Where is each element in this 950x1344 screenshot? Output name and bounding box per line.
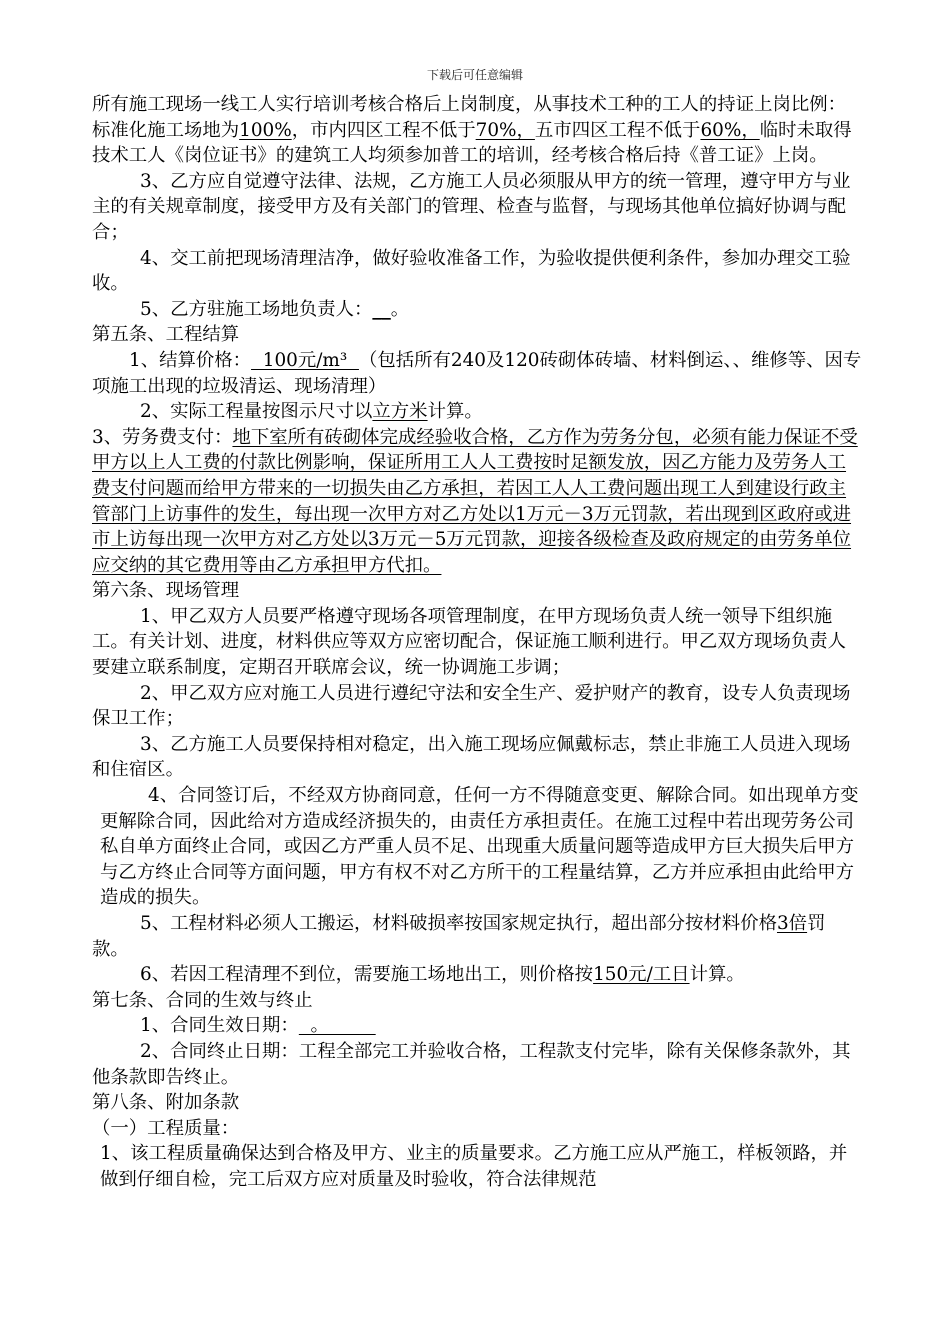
text: 2、实际工程量按图示尺寸以 xyxy=(140,401,373,423)
underlined-text: 100% xyxy=(239,119,292,141)
article-7-clause-2: 2、合同终止日期：工程全部完工并验收合格，工程款支付完毕，除有关保修条款外，其他条款即告终止。 xyxy=(92,1040,851,1088)
price-value: 100元/m³ xyxy=(251,349,359,371)
page-header: 下载后可任意编辑 xyxy=(426,68,523,82)
text: 3、劳务费支付： xyxy=(92,426,233,448)
article-8-clause-1: 1、该工程质量确保达到合格及甲方、业主的质量要求。乙方施工应从严施工，样板领路，并做到仔细自检，完工后双方应对质量及时验收，符合法律规范 xyxy=(100,1143,848,1190)
text: ，市内四区工程不低于 xyxy=(291,119,476,141)
article-6-clause-4: 4、合同签订后，不经双方协商同意，任何一方不得随意变更、解除合同。如出现单方变更解除合同，因此给对方造成经济损失的，由责任方承担责任。在施工过程中若出现劳务公司私自单方面终止合同，或因乙方严重人员不足、出现重大质量问题等造成甲方巨大损失后甲方与乙方终止合同等方面问题，甲方有权不对乙方所干的工程量结算，乙方并应承担由此给甲方造成的损失。 xyxy=(100,785,859,909)
article-6-clause-5 xyxy=(92,911,862,962)
underlined-text: 地下室所有砖砌体完成经验收合格，乙方作为劳务分包，必须有能力保证不受甲方以上人工费的付款比例影响，保证所用工人人工费按时足额发放，因乙方能力及劳务人工费支付问题而给甲方带来的一切损失由乙方承担，若因工人人工费问题出现工人到建设行政主管部门上访事件的发生，每出现一次甲方对乙方处以1万元－3万元罚款，若出现到区政府或进市上访每出现一次甲方对乙方处以3万元－5万元罚款，迎接各级检查及政府规定的由劳务单位应交纳的其它费用等由乙方承担甲方代扣。 xyxy=(92,426,858,576)
document-body xyxy=(92,92,862,1193)
article-5-clause-3 xyxy=(92,425,862,579)
text: 1、合同生效日期： xyxy=(140,1015,299,1037)
text: 计算。 xyxy=(427,401,483,423)
underlined-text: 70%， xyxy=(475,119,535,141)
underlined-text: 立方米 xyxy=(372,401,428,423)
article-5-title: 第五条、工程结算 xyxy=(92,324,240,346)
text: 五市四区工程不低于 xyxy=(534,119,701,141)
article-6-clause-3: 3、乙方施工人员要保持相对稳定，出入施工现场应佩戴标志，禁止非施工人员进入现场和住宿区。 xyxy=(92,733,851,781)
paragraph-training xyxy=(92,92,862,169)
text: （包括所有240及120砖砌体砖墙、材料倒运、、维修等、因专项施工出现的垃圾清运、现场清理） xyxy=(92,349,862,397)
text: 5、工程材料必须人工搬运，材料破损率按国家规定执行，超出部分按材料价格 xyxy=(140,913,777,934)
article-7-title: 第七条、合同的生效与终止 xyxy=(92,989,313,1011)
article-6-title: 第六条、现场管理 xyxy=(92,580,240,602)
article-6-clause-2: 2、甲乙双方应对施工人员进行遵纪守法和安全生产、爱护财产的教育，设专人负责现场保卫工作； xyxy=(92,682,851,730)
article-5-clause-2 xyxy=(92,399,862,425)
article-7-clause-1 xyxy=(92,1013,862,1039)
paragraph-clause-3: 3、乙方应自觉遵守法律、法规，乙方施工人员必须服从甲方的统一管理，遵守甲方与业主的有关规章制度，接受甲方及有关部门的管理、检查与监督，与现场其他单位搞好协调与配合； xyxy=(92,170,851,243)
article-8-title: 第八条、附加条款 xyxy=(92,1092,240,1114)
text: 6、若因工程清理不到位，需要施工场地出工，则价格按 xyxy=(140,964,594,986)
paragraph-clause-4: 4、交工前把现场清理洁净，做好验收准备工作，为验收提供便利条件，参加办理交工验收。 xyxy=(92,247,851,295)
article-8-subtitle: （一）工程质量： xyxy=(92,1117,240,1139)
text: 所有施工现场一线工人实行培训考核合格后上岗制度，从事技术工种的工人的持证上岗比例：标准化施工场地为 xyxy=(92,94,847,141)
text: 。 xyxy=(390,298,410,320)
text: 1、结算价格： xyxy=(129,349,252,371)
blank-field: __ xyxy=(372,298,391,320)
blank-field: 。 xyxy=(298,1015,376,1037)
text: 临时未取得技术工人《岗位证书》的建筑工人均须参加普工的培训，经考核合格后持《普工证》上岗。 xyxy=(92,119,852,167)
underlined-text: 60%， xyxy=(700,119,760,141)
article-6-clause-6 xyxy=(92,962,862,988)
text: 5、乙方驻施工场地负责人： xyxy=(140,298,373,320)
underlined-text: 150元/工日 xyxy=(593,964,690,986)
text: 罚款。 xyxy=(92,913,826,960)
article-5-clause-1 xyxy=(92,348,862,399)
underlined-text: 3倍 xyxy=(776,913,808,934)
paragraph-clause-5 xyxy=(92,297,862,323)
text: 计算。 xyxy=(689,964,745,986)
article-6-clause-1: 1、甲乙双方人员要严格遵守现场各项管理制度，在甲方现场负责人统一领导下组织施工。有关计划、进度，材料供应等双方应密切配合，保证施工顺利进行。甲乙双方现场负责人要建立联系制度，定期召开联席会议，统一协调施工步调； xyxy=(92,605,847,679)
